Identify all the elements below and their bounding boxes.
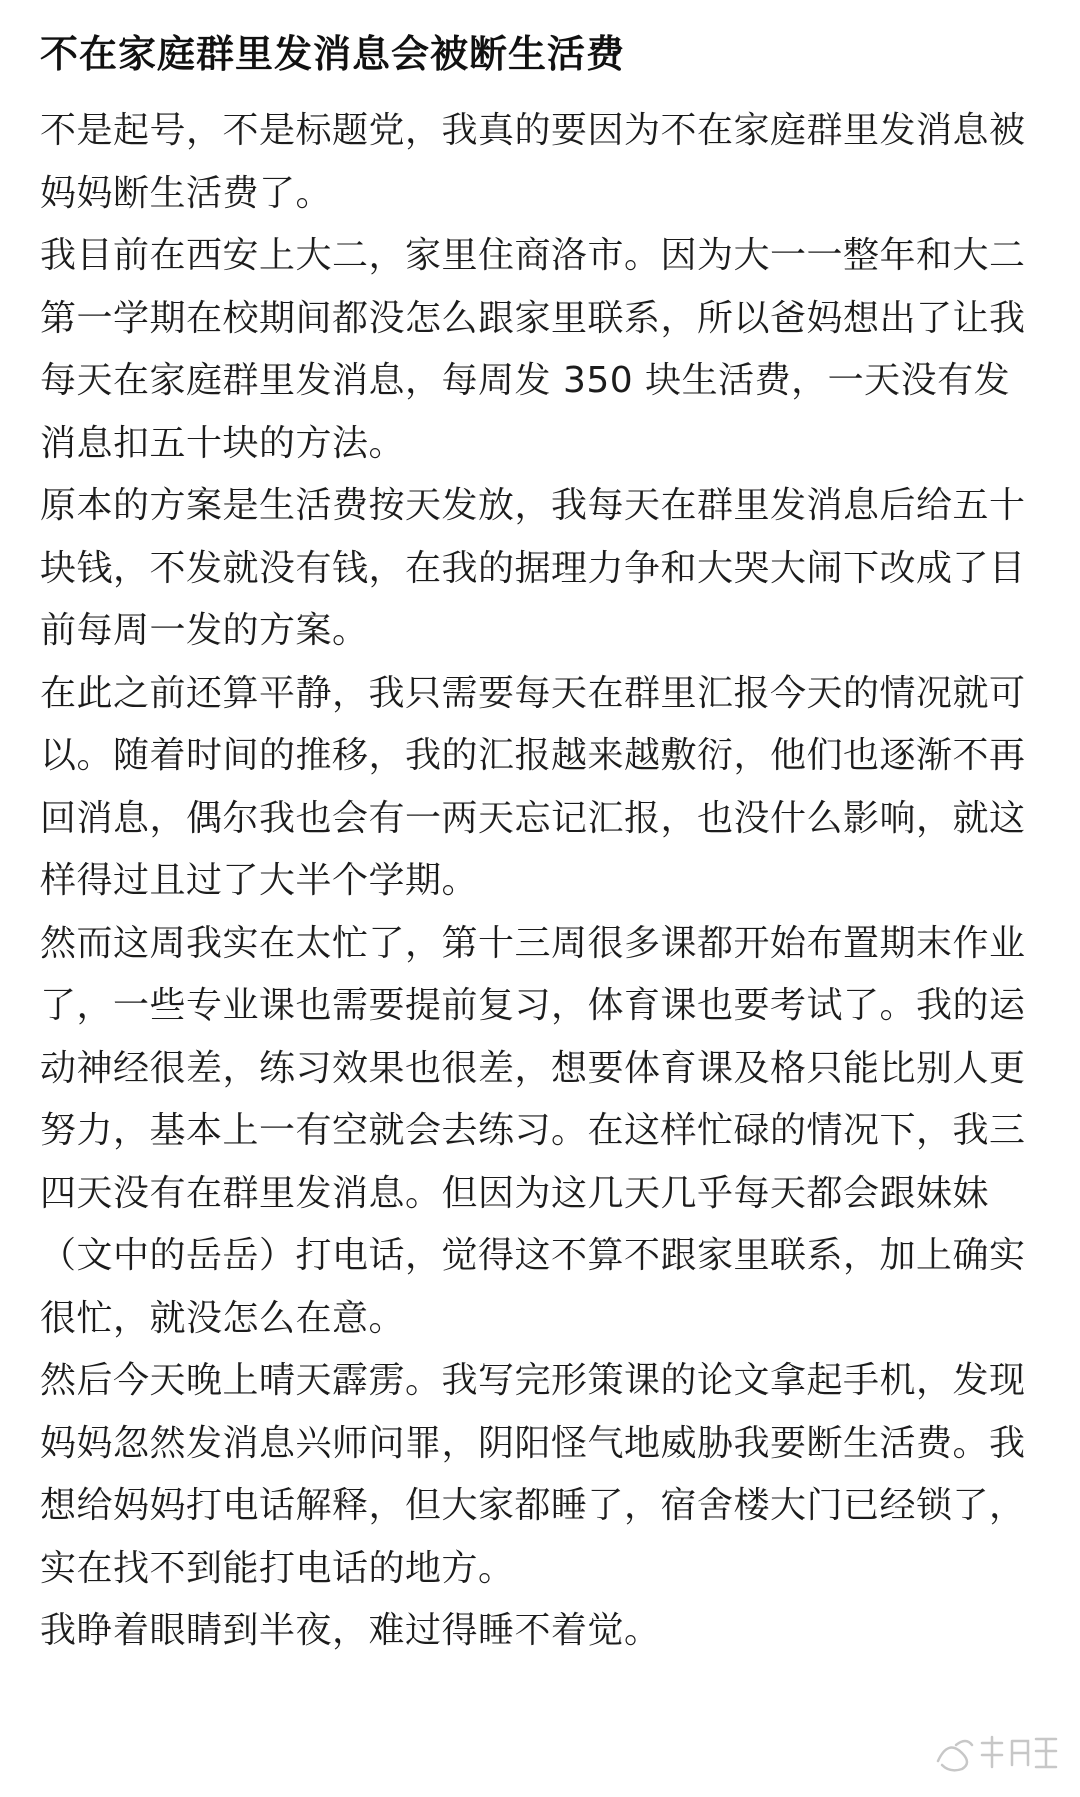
watermark-logo [932, 1731, 1062, 1775]
article-body [40, 100, 1040, 1663]
paragraph: 不是起号，不是标题党，我真的要因为不在家庭群里发消息被妈妈断生活费了。 [40, 110, 1026, 214]
paragraph: 我睁着眼睛到半夜，难过得睡不着觉。 [40, 1610, 661, 1651]
paragraph: 在此之前还算平静，我只需要每天在群里汇报今天的情况就可以。随着时间的推移，我的汇报越来越敷衍，他们也逐渐不再回消息，偶尔我也会有一两天忘记汇报，也没什么影响，就这样得过且过了大半个学期。 [40, 672, 1026, 901]
paragraph: 然后今天晚上晴天霹雳。我写完形策课的论文拿起手机，发现妈妈忽然发消息兴师问罪，阴阳怪气地威胁我要断生活费。我想给妈妈打电话解释，但大家都睡了，宿舍楼大门已经锁了，实在找不到能打电话的地方。 [40, 1360, 1026, 1589]
article [40, 22, 1040, 1663]
article-title: 不在家庭群里发消息会被断生活费 [40, 32, 626, 76]
paragraph: 原本的方案是生活费按天发放，我每天在群里发消息后给五十块钱，不发就没有钱，在我的据理力争和大哭大闹下改成了目前每周一发的方案。 [40, 485, 1026, 651]
paragraph: 然而这周我实在太忙了，第十三周很多课都开始布置期末作业了，一些专业课也需要提前复习，体育课也要考试了。我的运动神经很差，练习效果也很差，想要体育课及格只能比别人更努力，基本上一有空就会去练习。在这样忙碌的情况下，我三四天没有在群里发消息。但因为这几天几乎每天都会跟妹妹（文中的岳岳）打电话，觉得这不算不跟家里联系，加上确实很忙，就没怎么在意。 [40, 922, 1026, 1339]
paragraph: 我目前在西安上大二，家里住商洛市。因为大一一整年和大二第一学期在校期间都没怎么跟家里联系，所以爸妈想出了让我每天在家庭群里发消息，每周发 350 块生活费，一天没有发消息扣五十块的方法。 [40, 235, 1026, 464]
